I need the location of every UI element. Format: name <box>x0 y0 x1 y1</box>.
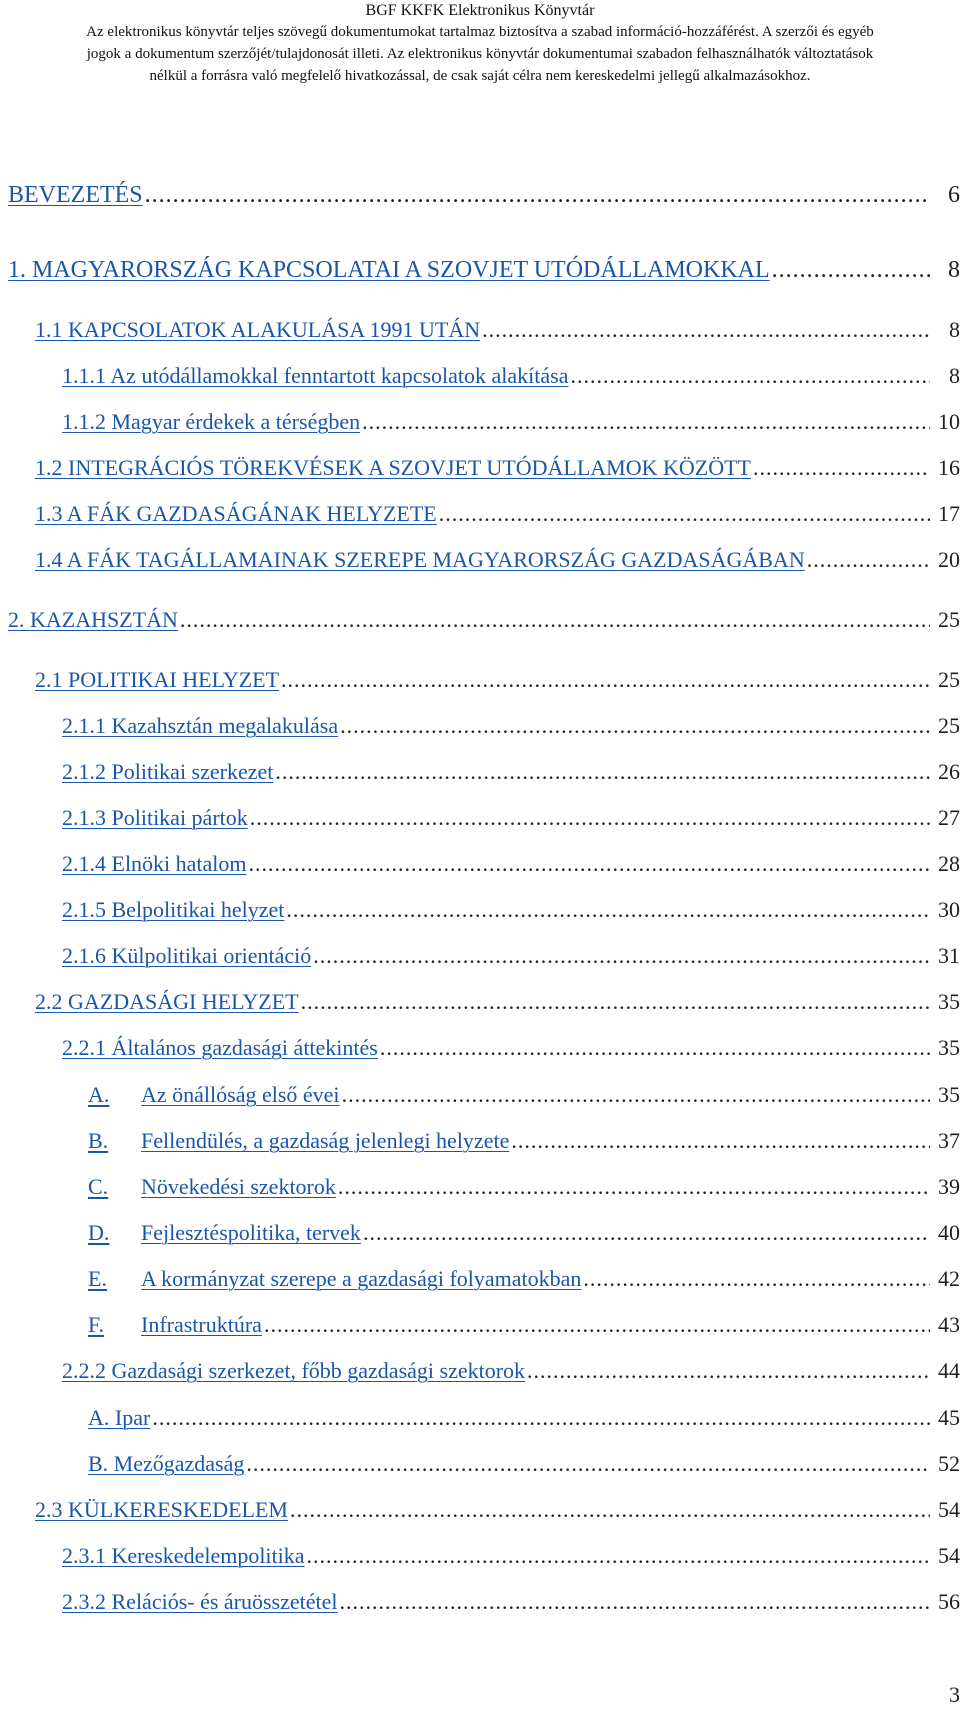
toc-link[interactable]: Infrastruktúra <box>141 1312 262 1337</box>
library-title: BGF KKFK Elektronikus Könyvtár <box>365 2 595 19</box>
dot-leader <box>313 942 930 970</box>
toc-link[interactable]: 2.1.4 Elnöki hatalom <box>62 851 247 876</box>
toc-page-number: 40 <box>938 1220 960 1245</box>
dot-leader <box>380 1034 930 1062</box>
toc-entry-2-1-5[interactable] <box>62 896 960 924</box>
toc-entry-2-2-2-a[interactable] <box>88 1404 960 1432</box>
toc-link[interactable]: Fellendülés, a gazdaság jelenlegi helyzete <box>141 1128 510 1153</box>
toc-entry-2-2-2[interactable] <box>62 1357 960 1385</box>
toc-letter[interactable]: E. <box>88 1266 107 1291</box>
toc-letter[interactable]: F. <box>88 1312 104 1337</box>
toc-entry-2-1-6[interactable] <box>62 942 960 970</box>
toc-link[interactable]: BEVEZETÉS <box>8 182 143 208</box>
toc-letter[interactable]: D. <box>88 1220 110 1245</box>
toc-page-number: 43 <box>938 1312 960 1337</box>
toc-page-number: 17 <box>938 501 960 526</box>
dot-leader <box>362 408 930 436</box>
toc-entry-2-2[interactable] <box>35 988 960 1016</box>
toc-link[interactable]: 2.2 GAZDASÁGI HELYZET <box>35 989 299 1014</box>
toc-page-number: 25 <box>938 607 960 632</box>
library-notice-line: Az elektronikus könyvtár teljes szövegű dokumentumokat tartalmaz biztosítva a szabad információ-hozzáférést. A szerzői és egyéb <box>86 24 874 40</box>
toc-link[interactable]: B. Mezőgazdaság <box>88 1451 245 1476</box>
toc-entry-2-2-1-c[interactable] <box>88 1173 960 1201</box>
toc-letter[interactable]: C. <box>88 1174 109 1199</box>
dot-leader <box>363 1219 930 1247</box>
library-notice-line: jogok a dokumentum szerzőjét/tulajdonosát illeti. Az elektronikus könyvtár dokumentumai szabadon felhasználhatók változtatások <box>86 46 874 62</box>
toc-letter[interactable]: B. <box>88 1128 109 1153</box>
toc-page-number: 25 <box>938 713 960 738</box>
toc-page-number: 16 <box>938 455 960 480</box>
toc-page-number: 39 <box>938 1174 960 1199</box>
dot-leader <box>583 1265 930 1293</box>
dot-leader <box>527 1357 930 1385</box>
dot-leader <box>342 1081 930 1109</box>
toc-entry-2-3-1[interactable] <box>62 1542 960 1570</box>
dot-leader <box>772 256 930 284</box>
toc-entry-2-3-2[interactable] <box>62 1588 960 1616</box>
dot-leader <box>275 758 930 786</box>
dot-leader <box>180 606 930 634</box>
toc-link[interactable]: 1.4 A FÁK TAGÁLLAMAINAK SZEREPE MAGYARORSZÁG GAZDASÁGÁBAN <box>35 547 805 572</box>
toc-link[interactable]: 1.1 KAPCSOLATOK ALAKULÁSA 1991 UTÁN <box>35 317 481 342</box>
toc-link[interactable]: Fejlesztéspolitika, tervek <box>141 1220 361 1245</box>
toc-entry-bevezetes[interactable] <box>8 181 960 209</box>
dot-leader <box>145 181 930 209</box>
dot-leader <box>439 500 930 528</box>
toc-letter[interactable]: A. <box>88 1082 110 1107</box>
toc-entry-1-1-2[interactable] <box>62 408 960 436</box>
toc-link[interactable]: 2.1 POLITIKAI HELYZET <box>35 667 280 692</box>
toc-link[interactable]: 2.2.2 Gazdasági szerkezet, főbb gazdasági szektorok <box>62 1358 526 1383</box>
toc-entry-chapter-1[interactable] <box>8 256 960 284</box>
dot-leader <box>264 1311 930 1339</box>
toc-page-number: 8 <box>949 317 960 342</box>
toc-link[interactable]: A. Ipar <box>88 1405 151 1430</box>
dot-leader <box>340 1588 930 1616</box>
toc-page-number: 27 <box>938 805 960 830</box>
dot-leader <box>152 1404 930 1432</box>
toc-page-number: 52 <box>938 1451 960 1476</box>
toc-link[interactable]: 1. MAGYARORSZÁG KAPCSOLATAI A SZOVJET UTÓDÁLLAMOKKAL <box>8 257 770 283</box>
dot-leader <box>281 666 930 694</box>
toc-entry-2-1-1[interactable] <box>62 712 960 740</box>
dot-leader <box>290 1496 930 1524</box>
toc-link[interactable]: 2.1.1 Kazahsztán megalakulása <box>62 713 339 738</box>
toc-link[interactable]: 2.1.3 Politikai pártok <box>62 805 248 830</box>
toc-link[interactable]: 2.1.6 Külpolitikai orientáció <box>62 943 312 968</box>
toc-entry-2-2-2-b[interactable] <box>88 1450 960 1478</box>
toc-link[interactable]: Az önállóság első évei <box>141 1082 340 1107</box>
toc-entry-2-2-1-e[interactable] <box>88 1265 960 1293</box>
toc-page-number: 31 <box>938 943 960 968</box>
toc-page-number: 35 <box>938 1082 960 1107</box>
toc-entry-2-1-3[interactable] <box>62 804 960 832</box>
toc-page-number: 20 <box>938 547 960 572</box>
dot-leader <box>807 546 930 574</box>
toc-page-number: 44 <box>938 1358 960 1383</box>
toc-link[interactable]: 2.2.1 Általános gazdasági áttekintés <box>62 1035 378 1060</box>
dot-leader <box>246 1450 930 1478</box>
toc-entry-2-2-1-d[interactable] <box>88 1219 960 1247</box>
toc-entry-2-1-4[interactable] <box>62 850 960 878</box>
toc-page-number: 37 <box>938 1128 960 1153</box>
dot-leader <box>338 1173 930 1201</box>
toc-page-number: 8 <box>948 257 960 283</box>
dot-leader <box>307 1542 930 1570</box>
toc-page-number: 35 <box>938 1035 960 1060</box>
toc-entry-2-2-1[interactable] <box>62 1034 960 1062</box>
toc-link[interactable]: 1.1.1 Az utódállamokkal fenntartott kapcsolatok alakítása <box>62 363 569 388</box>
toc-page-number: 35 <box>938 989 960 1014</box>
toc-entry-1-3[interactable] <box>35 500 960 528</box>
toc-link[interactable]: 2.3.1 Kereskedelempolitika <box>62 1543 305 1568</box>
toc-link[interactable]: 2. KAZAHSZTÁN <box>8 607 178 632</box>
toc-page-number: 30 <box>938 897 960 922</box>
dot-leader <box>570 362 930 390</box>
dot-leader <box>482 316 930 344</box>
toc-link[interactable]: 2.1.2 Politikai szerkezet <box>62 759 274 784</box>
dot-leader <box>340 712 930 740</box>
toc-page-number: 28 <box>938 851 960 876</box>
toc-entry-chapter-2[interactable] <box>8 606 960 634</box>
toc-link[interactable]: 2.3 KÜLKERESKEDELEM <box>35 1497 288 1522</box>
toc-entry-2-1-2[interactable] <box>62 758 960 786</box>
toc-page-number: 42 <box>938 1266 960 1291</box>
dot-leader <box>301 988 930 1016</box>
toc-entry-2-2-1-a[interactable] <box>88 1081 960 1109</box>
toc-page-number: 6 <box>948 182 960 208</box>
toc-entry-1-1[interactable] <box>35 316 960 344</box>
toc-entry-2-1[interactable] <box>35 666 960 694</box>
toc-link[interactable]: Növekedési szektorok <box>141 1174 336 1199</box>
toc-entry-2-3[interactable] <box>35 1496 960 1524</box>
library-notice-line: nélkül a forrásra való megfelelő hivatkozással, de csak saját célra nem kereskedelmi jellegű alkalmazásokhoz. <box>149 68 811 84</box>
toc-link[interactable]: 2.3.2 Relációs- és áruösszetétel <box>62 1589 338 1614</box>
dot-leader <box>286 896 930 924</box>
toc-link[interactable]: 1.1.2 Magyar érdekek a térségben <box>62 409 361 434</box>
toc-entry-1-4[interactable] <box>35 546 960 574</box>
toc-link[interactable]: 1.3 A FÁK GAZDASÁGÁNAK HELYZETE <box>35 501 437 526</box>
toc-page-number: 54 <box>938 1543 960 1568</box>
toc-link[interactable]: A kormányzat szerepe a gazdasági folyamatokban <box>141 1266 582 1291</box>
toc-link[interactable]: 2.1.5 Belpolitikai helyzet <box>62 897 285 922</box>
toc-page-number: 10 <box>938 409 960 434</box>
toc-link[interactable]: 1.2 INTEGRÁCIÓS TÖREKVÉSEK A SZOVJET UTÓDÁLLAMOK KÖZÖTT <box>35 455 751 480</box>
toc-page-number: 56 <box>938 1589 960 1614</box>
toc-entry-2-2-1-b[interactable] <box>88 1127 960 1155</box>
toc-page-number: 25 <box>938 667 960 692</box>
toc-entry-2-2-1-f[interactable] <box>88 1311 960 1339</box>
toc-page-number: 8 <box>949 363 960 388</box>
toc-entry-1-2[interactable] <box>35 454 960 482</box>
dot-leader <box>249 850 930 878</box>
toc-page-number: 45 <box>938 1405 960 1430</box>
dot-leader <box>753 454 930 482</box>
toc-page-number: 26 <box>938 759 960 784</box>
page-number: 3 <box>949 1682 960 1707</box>
toc-page-number: 54 <box>938 1497 960 1522</box>
dot-leader <box>511 1127 930 1155</box>
dot-leader <box>250 804 930 832</box>
toc-entry-1-1-1[interactable] <box>62 362 960 390</box>
